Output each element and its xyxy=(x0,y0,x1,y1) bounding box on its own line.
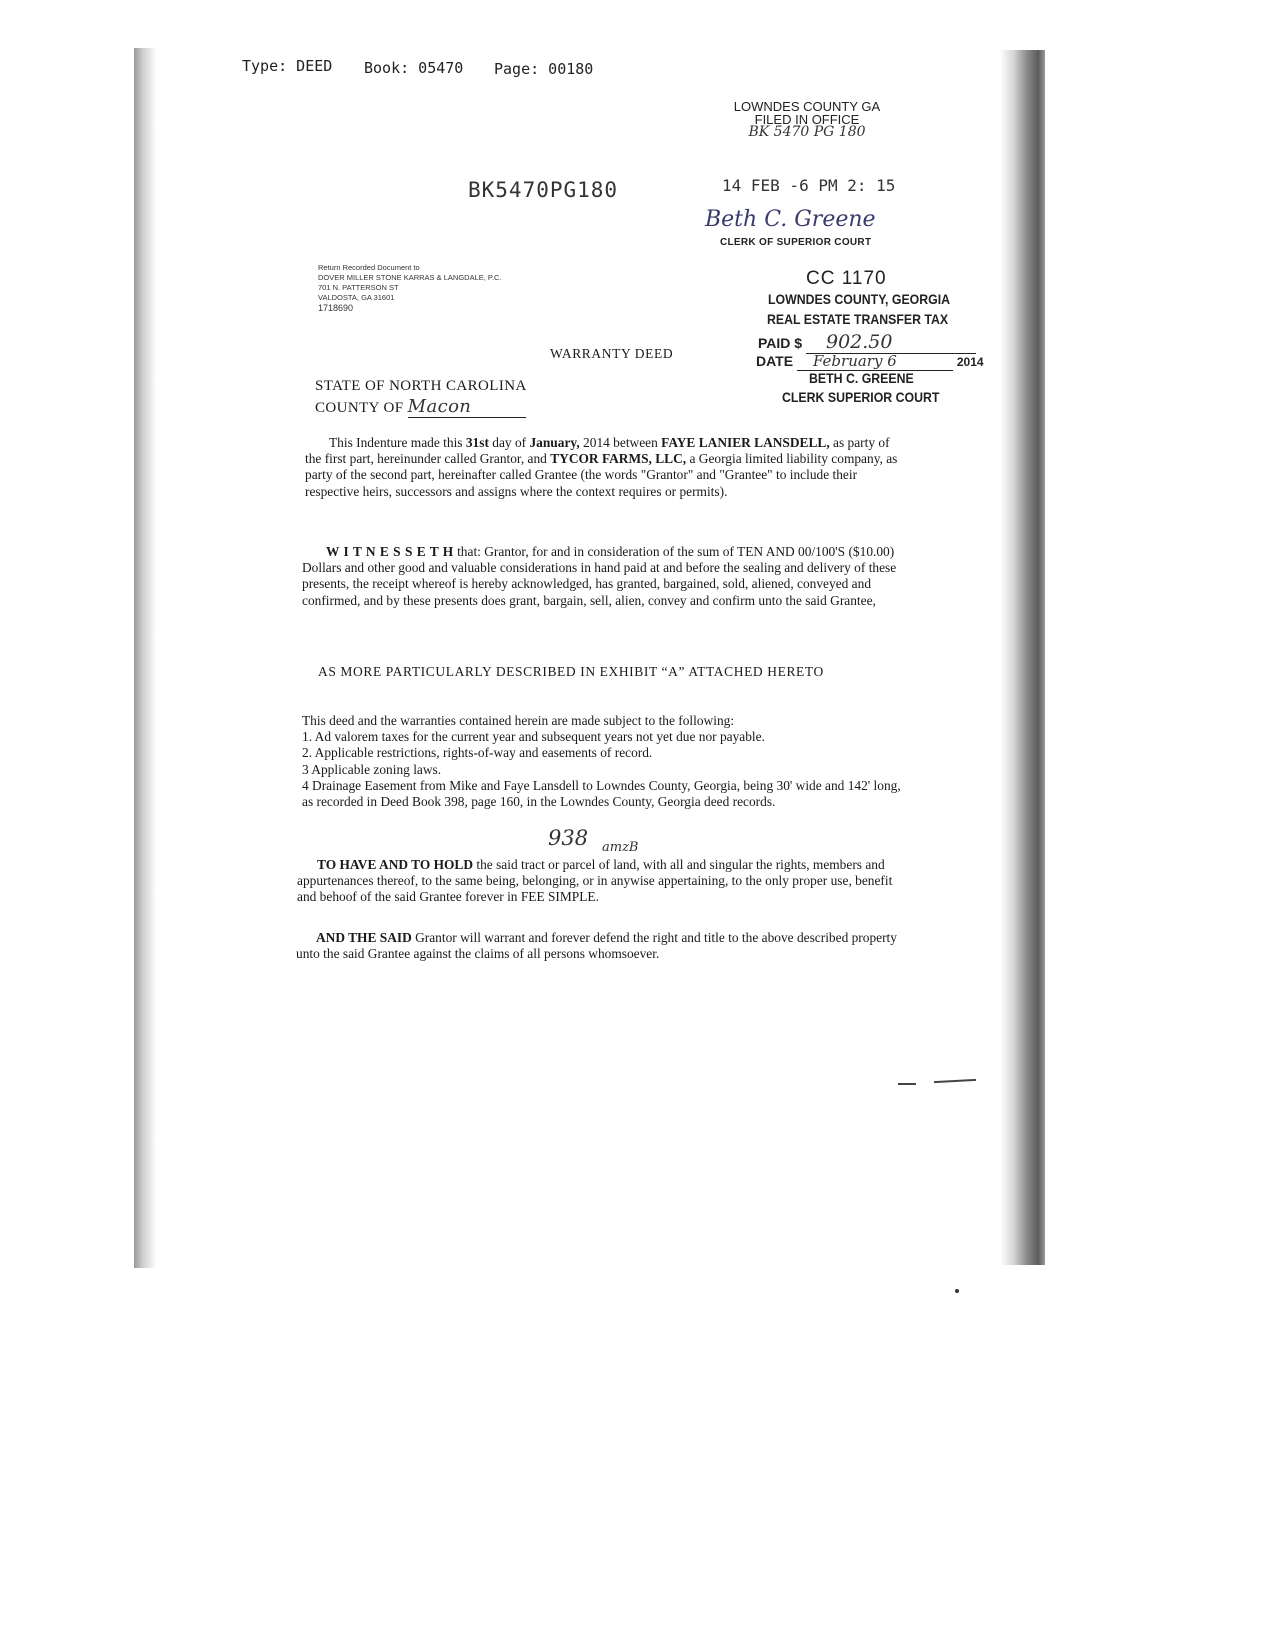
grantee-name: TYCOR FARMS, LLC, xyxy=(550,451,687,467)
warranty-text: Grantor will warrant and forever defend the right and title to the above described property unto the said Grantee against the claims of all persons whomsoever. xyxy=(296,930,897,962)
book-page-stamp: BK5470PG180 xyxy=(468,178,619,202)
indenture-text-4: as party of the first part, hereinunder called Grantor, and xyxy=(305,435,890,467)
exception-item: 2. Applicable restrictions, rights-of-way and easements of record. xyxy=(302,745,653,761)
tax-paid-label: PAID $ xyxy=(758,335,803,351)
habendum-paragraph xyxy=(297,857,907,906)
tax-paid-amount: 902.50 xyxy=(806,331,976,354)
scan-edge-right xyxy=(1000,50,1045,1265)
tax-date-value: February 6 xyxy=(797,352,953,371)
county-label: COUNTY OF xyxy=(315,400,404,416)
scan-speck xyxy=(955,1289,959,1293)
tax-clerk-title: CLERK SUPERIOR COURT xyxy=(782,389,940,405)
filing-stamp-book: BK 5470 PG 180 xyxy=(748,124,866,140)
return-address xyxy=(318,263,502,313)
return-firm: DOVER MILLER STONE KARRAS & LANGDALE, P.C. xyxy=(318,273,502,282)
clerk-title: CLERK OF SUPERIOR COURT xyxy=(720,237,872,248)
witnesseth-paragraph xyxy=(302,544,904,609)
return-street: 701 N. PATTERSON ST xyxy=(318,283,399,292)
return-city: VALDOSTA, GA 31601 xyxy=(318,293,395,302)
tax-date-row xyxy=(756,352,984,371)
handwritten-note: 938 xyxy=(548,826,589,850)
state-line: STATE OF NORTH CAROLINA xyxy=(315,378,527,394)
doc-type: Type: DEED xyxy=(242,57,333,75)
exception-item: 4 Drainage Easement from Mike and Faye Lansdell to Lowndes County, Georgia, being 30' wide and 142' long, as recorded in Deed Book 398, page 160, in the Lowndes County, Georgia deed records. xyxy=(302,777,901,810)
tax-date-year: 2014 xyxy=(956,355,984,369)
filing-timestamp: 14 FEB -6 PM 2: 15 xyxy=(722,176,896,195)
return-doc-number: 1718690 xyxy=(318,303,354,313)
tax-stamp-number: CC 1170 xyxy=(806,268,887,289)
tax-clerk-name: BETH C. GREENE xyxy=(809,370,914,386)
habendum-text: the said tract or parcel of land, with all and singular the rights, members and appurtenances thereof, to the same being, belonging, or in anywise appertaining, to the only proper use, benefit and behoof of the said Grantee forever in FEE SIMPLE. xyxy=(297,857,893,905)
deed-title: WARRANTY DEED xyxy=(550,346,674,361)
scan-mark xyxy=(898,1083,916,1085)
witnesseth-text: that: Grantor, for and in consideration of the sum of TEN AND 00/100'S ($10.00) Dollars and other good and valuable considerations in hand paid at and before the sealing and delivery of these presents, the receipt whereof is hereby acknowledged, has granted, bargained, sold, aliened, conveyed and confirmed, and by these presents does grant, bargain, sell, alien, convey and confirm unto the said Grantee, xyxy=(302,544,897,608)
handwritten-initials: amzB xyxy=(602,840,639,855)
witnesseth-lead: W I T N E S S E T H xyxy=(326,544,454,559)
scan-edge-left xyxy=(134,48,156,1268)
indenture-text-1: This Indenture made this xyxy=(329,435,466,450)
county-value: Macon xyxy=(408,396,526,418)
scan-mark xyxy=(934,1079,976,1083)
tax-date-label: DATE xyxy=(756,353,794,369)
indenture-paragraph xyxy=(305,435,905,500)
indenture-text-5: a Georgia limited liability company, as party of the second part, hereinafter called Grantee (the words "Grantor" and "Grantee" to include their respective heirs, successors and assigns where the context requires or permits). xyxy=(305,451,898,499)
exception-item: 3 Applicable zoning laws. xyxy=(302,761,442,777)
warranty-paragraph xyxy=(296,930,906,962)
filing-stamp-county: LOWNDES COUNTY GA xyxy=(733,99,881,114)
warranty-lead: AND THE SAID xyxy=(316,930,412,945)
county-line xyxy=(315,396,526,418)
indenture-text-2: day of xyxy=(488,435,530,450)
return-label: Return Recorded Document to xyxy=(318,263,420,272)
tax-stamp-county: LOWNDES COUNTY, GEORGIA xyxy=(768,291,951,307)
exhibit-reference: AS MORE PARTICULARLY DESCRIBED IN EXHIBIT “A” ATTACHED HERETO xyxy=(318,664,824,679)
filing-stamp xyxy=(732,100,882,139)
clerk-signature: Beth C. Greene xyxy=(705,207,876,232)
tax-paid-row xyxy=(758,331,976,354)
exceptions-intro: This deed and the warranties contained herein are made subject to the following: xyxy=(302,713,735,728)
exceptions-block xyxy=(302,713,906,810)
indenture-day: 31st xyxy=(465,435,489,450)
doc-page: Page: 00180 xyxy=(494,60,594,78)
habendum-lead: TO HAVE AND TO HOLD xyxy=(317,857,474,872)
exception-item: 1. Ad valorem taxes for the current year and subsequent years not yet due nor payable. xyxy=(302,729,765,745)
indenture-text-3: 2014 between xyxy=(579,435,662,450)
filing-stamp-office: FILED IN OFFICE xyxy=(754,112,860,127)
doc-book: Book: 05470 xyxy=(364,59,464,77)
grantor-name: FAYE LANIER LANSDELL, xyxy=(661,435,830,450)
tax-stamp-label: REAL ESTATE TRANSFER TAX xyxy=(767,311,949,327)
indenture-month: January, xyxy=(529,435,580,450)
